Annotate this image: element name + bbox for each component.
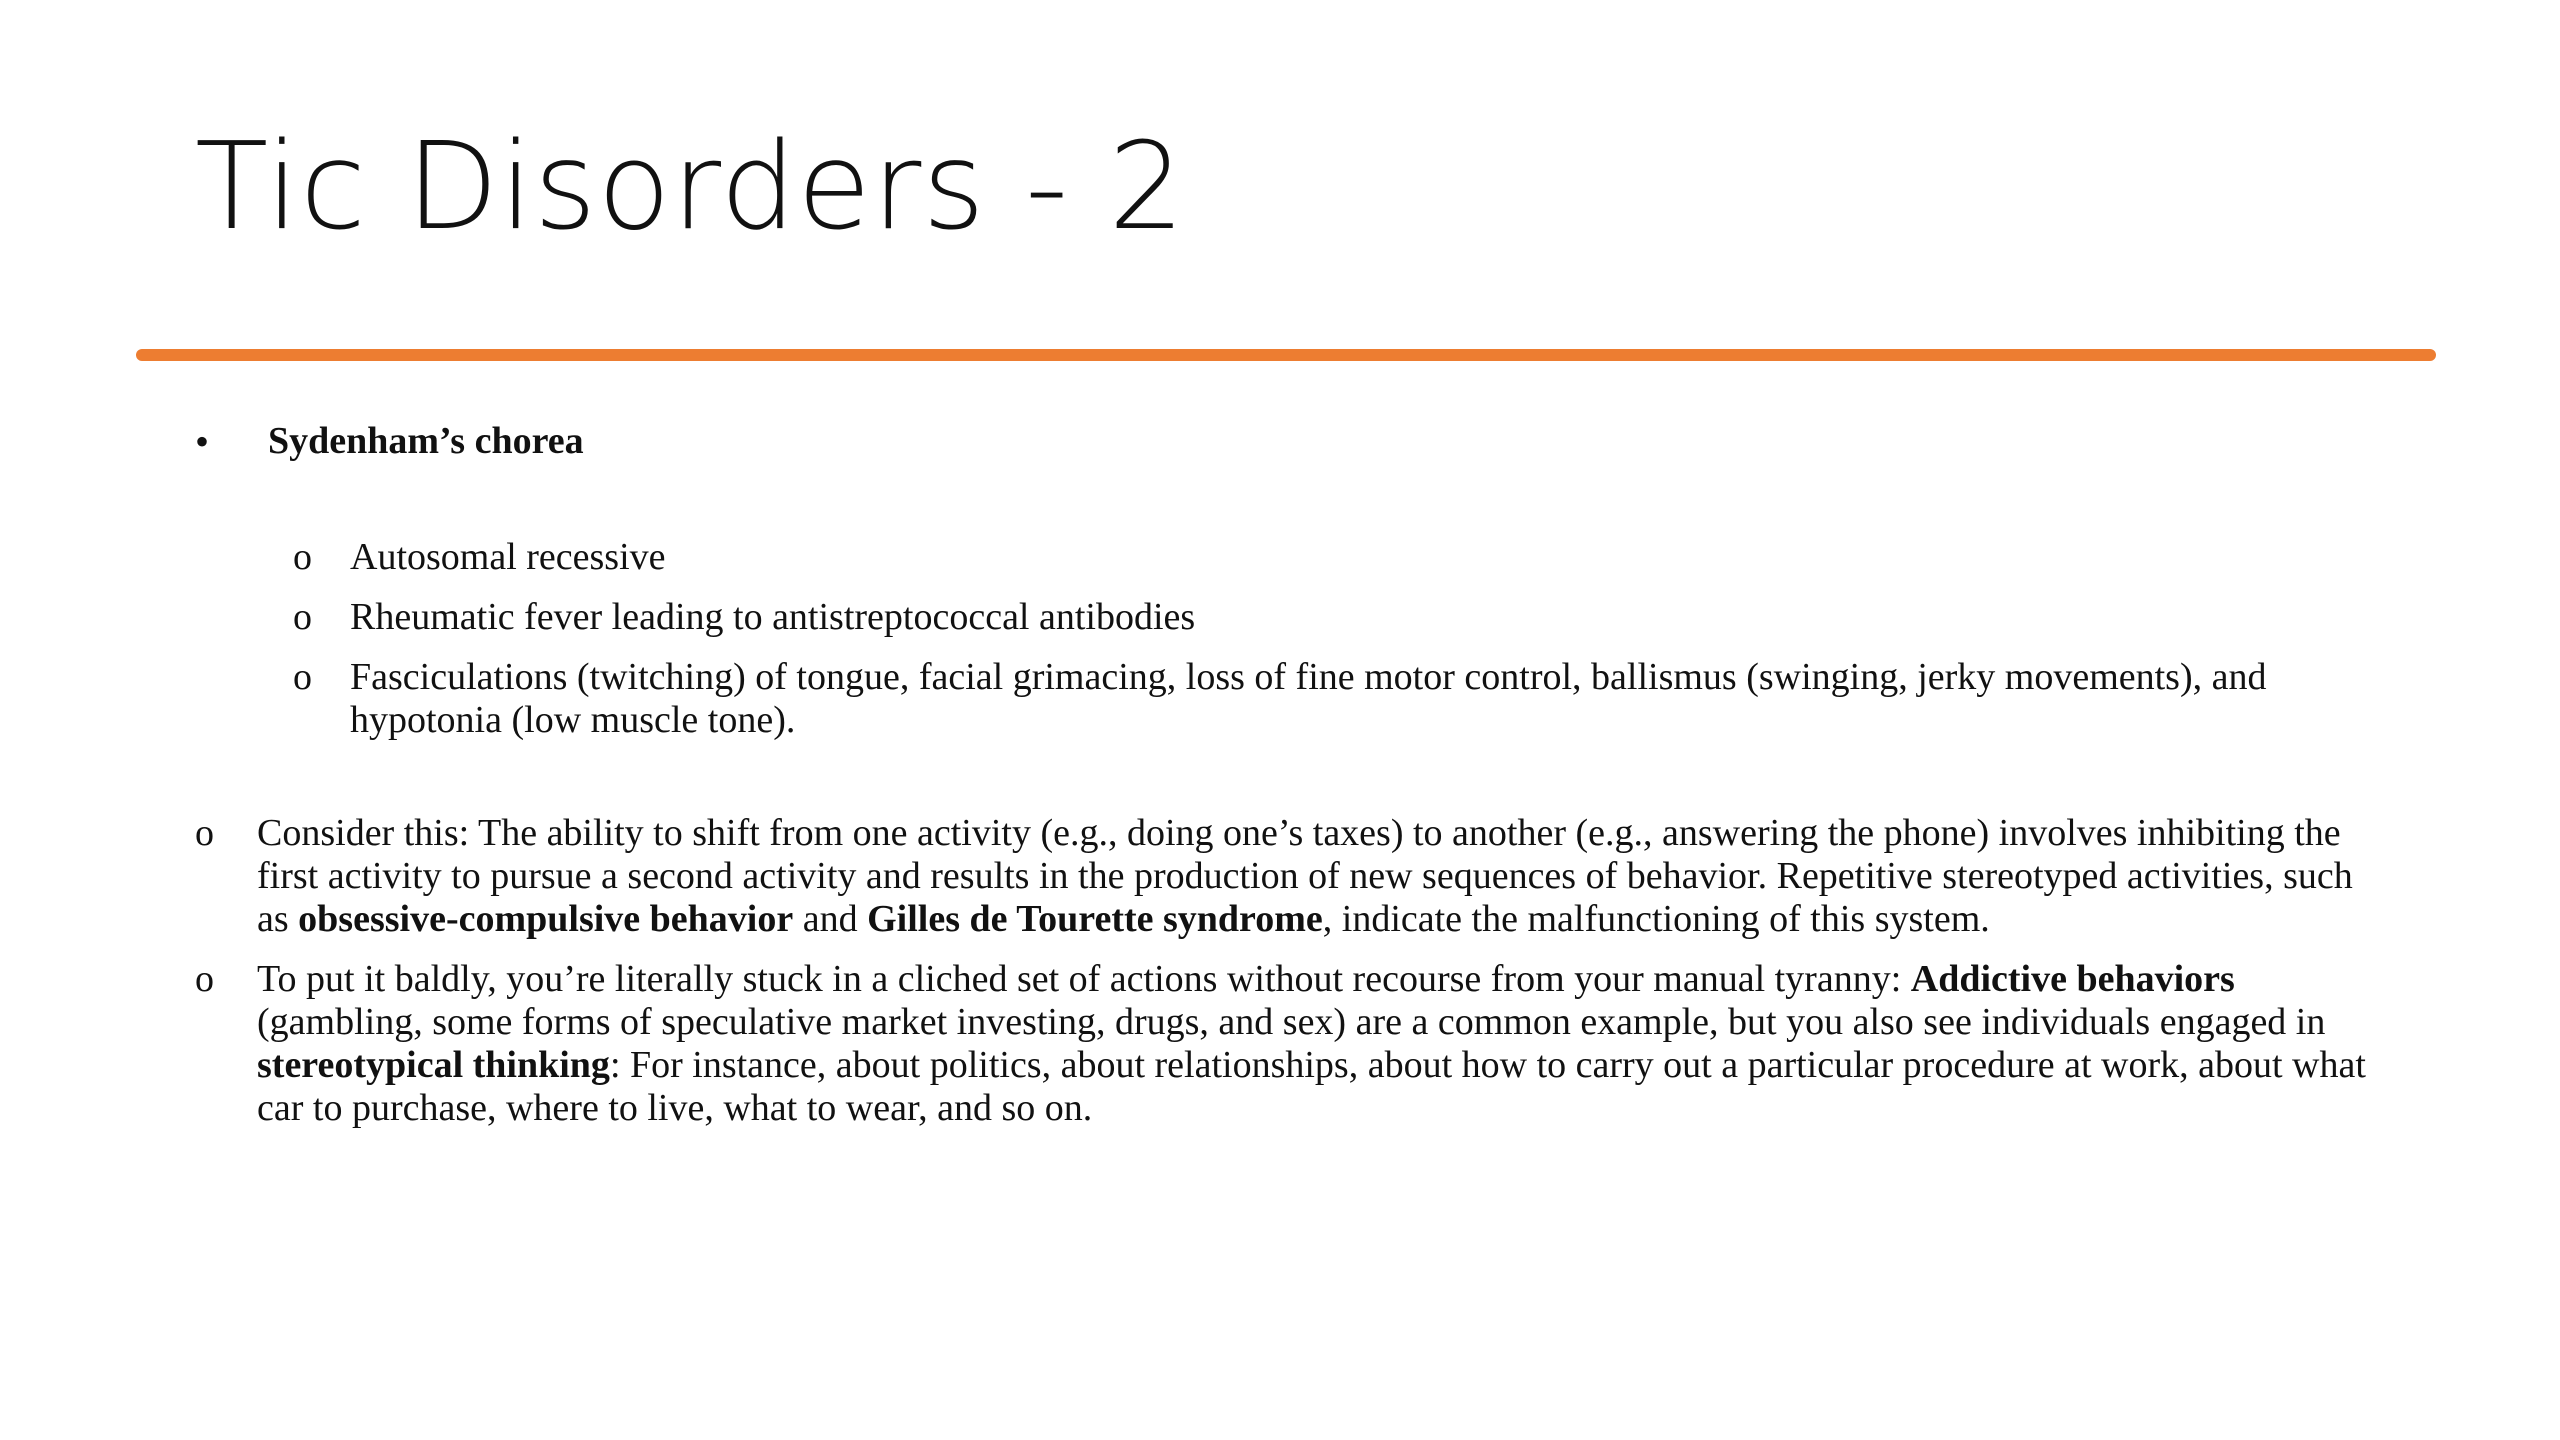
sub-bullet-text: Fasciculations (twitching) of tongue, facial grimacing, loss of fine motor control, ballismus (swinging, jerky movements), and hypotonia (low muscle tone). xyxy=(350,656,2267,741)
bold-term: Gilles de Tourette syndrome xyxy=(867,898,1323,940)
title-divider xyxy=(136,349,2436,361)
sub-bullet-item xyxy=(195,656,2375,742)
text-run: To put it baldly, you’re literally stuck in a cliched set of actions without recourse from your manual tyranny: xyxy=(257,958,1911,1000)
circle-bullet-icon: o xyxy=(195,812,214,854)
slide-body xyxy=(195,400,2375,1130)
circle-bullet-icon: o xyxy=(293,536,312,578)
slide-title: Tic Disorders - 2 xyxy=(195,118,1186,257)
text-run: , indicate the malfunctioning of this system. xyxy=(1322,898,1990,940)
circle-bullet-icon: o xyxy=(293,656,312,698)
text-run: Consider this: The ability to shift from one activity (e.g., doing one’s taxes) to another (e.g., answering the phone) involves inhibiting the first activity to pursue a second activity and results in the production of new sequences of behavior. Repetitive stereotyped activities, such as xyxy=(257,812,2353,940)
text-run: (gambling, some forms of speculative market investing, drugs, and sex) are a common example, but you also see individuals engaged in xyxy=(257,1001,2326,1043)
paragraph-text xyxy=(257,958,2375,1130)
text-run: : For instance, about politics, about relationships, about how to carry out a particular procedure at work, about what car to purchase, where to live, what to wear, and so on. xyxy=(257,1044,2366,1129)
paragraph-text xyxy=(257,812,2375,941)
sub-bullet-item xyxy=(195,536,2375,579)
bold-term: obsessive-compulsive behavior xyxy=(298,898,794,940)
main-bullet-text: Sydenham’s chorea xyxy=(268,420,584,462)
bold-term: stereotypical thinking xyxy=(257,1044,610,1086)
bullet-icon: • xyxy=(195,419,210,464)
circle-bullet-icon: o xyxy=(293,596,312,638)
text-run: and xyxy=(793,898,868,940)
circle-bullet-icon: o xyxy=(195,958,214,1000)
sub-bullet-text: Rheumatic fever leading to antistreptococcal antibodies xyxy=(350,596,1196,638)
paragraph-item xyxy=(195,812,2375,941)
main-bullet-item xyxy=(195,420,2375,463)
paragraph-item xyxy=(195,958,2375,1130)
bold-term: Addictive behaviors xyxy=(1910,958,2235,1000)
sub-bullet-text: Autosomal recessive xyxy=(350,536,666,578)
sub-bullet-item xyxy=(195,596,2375,639)
